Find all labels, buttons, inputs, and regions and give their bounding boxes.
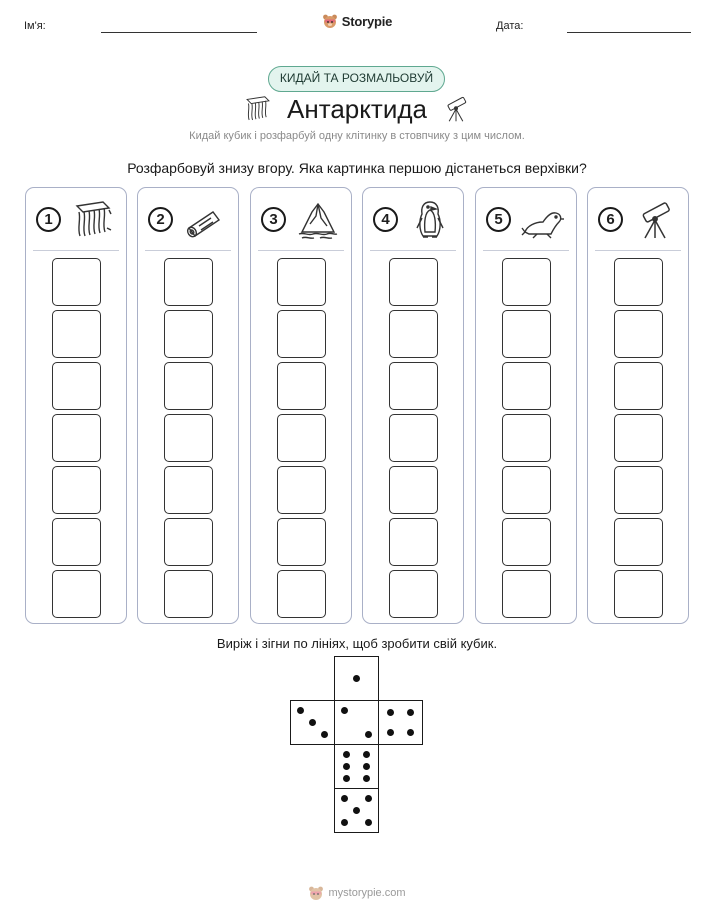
cell[interactable] — [277, 570, 326, 618]
cell[interactable] — [614, 518, 663, 566]
column-1 — [25, 187, 127, 624]
pip — [363, 775, 370, 782]
cell[interactable] — [164, 258, 213, 306]
cell[interactable] — [52, 414, 101, 462]
page-title: Антарктида — [287, 94, 427, 124]
column-3 — [250, 187, 352, 624]
pip — [297, 707, 304, 714]
name-label: Ім'я: — [24, 20, 46, 32]
subtitle: Кидай кубик і розфарбуй одну клітинку в стовпчику з цим числом. — [189, 130, 525, 142]
cell[interactable] — [164, 570, 213, 618]
pip — [341, 795, 348, 802]
cell[interactable] — [614, 570, 663, 618]
title-row — [0, 92, 714, 126]
cell[interactable] — [277, 362, 326, 410]
die-face-1 — [334, 656, 379, 701]
cell[interactable] — [389, 570, 438, 618]
column-number: 6 — [598, 207, 623, 232]
activity-badge: КИДАЙ ТА РОЗМАЛЬОВУЙ — [268, 66, 445, 92]
column-divider — [145, 250, 231, 251]
column-divider — [370, 250, 456, 251]
pip — [353, 807, 360, 814]
column-2 — [137, 187, 239, 624]
pip — [387, 729, 394, 736]
pip — [365, 731, 372, 738]
footer — [0, 885, 714, 906]
race-columns — [25, 187, 689, 624]
telescope-icon — [441, 94, 471, 124]
pip — [343, 763, 350, 770]
cell[interactable] — [389, 466, 438, 514]
cell[interactable] — [389, 414, 438, 462]
cell[interactable] — [164, 362, 213, 410]
cell[interactable] — [502, 466, 551, 514]
pip — [341, 819, 348, 826]
column-number: 3 — [261, 207, 286, 232]
cell[interactable] — [389, 518, 438, 566]
column-6 — [587, 187, 689, 624]
seaweed-icon — [243, 94, 273, 124]
pip — [309, 719, 316, 726]
pip — [363, 763, 370, 770]
iceberg-icon — [296, 198, 340, 242]
column-divider — [258, 250, 344, 251]
column-header — [363, 188, 463, 250]
cell[interactable] — [52, 570, 101, 618]
cell[interactable] — [164, 518, 213, 566]
penguin-icon — [408, 198, 452, 242]
column-number: 2 — [148, 207, 173, 232]
cell[interactable] — [502, 258, 551, 306]
pip — [365, 819, 372, 826]
seaweed-icon — [71, 198, 115, 242]
column-header — [588, 188, 688, 250]
pip — [387, 709, 394, 716]
cell[interactable] — [164, 414, 213, 462]
die-face-3 — [290, 700, 335, 745]
pip — [343, 775, 350, 782]
instruction: Розфарбовуй знизу вгору. Яка картинка першою дістанеться верхівки? — [127, 160, 587, 176]
pip — [321, 731, 328, 738]
column-header — [138, 188, 238, 250]
column-header — [476, 188, 576, 250]
pip — [343, 751, 350, 758]
log-icon — [183, 198, 227, 242]
pip — [353, 675, 360, 682]
cell[interactable] — [389, 258, 438, 306]
column-header — [26, 188, 126, 250]
cell[interactable] — [52, 518, 101, 566]
brand-logo — [0, 13, 714, 34]
cut-instruction: Виріж і зігни по лініях, щоб зробити свій кубик. — [216, 636, 498, 651]
brand-name: Storypie — [341, 13, 393, 29]
die-face-5 — [334, 788, 379, 833]
dice-net — [290, 656, 426, 836]
pip — [341, 707, 348, 714]
column-header — [251, 188, 351, 250]
date-label: Дата: — [496, 20, 524, 32]
pip — [407, 709, 414, 716]
seal-icon — [521, 198, 565, 242]
cell[interactable] — [52, 466, 101, 514]
cell[interactable] — [614, 258, 663, 306]
cell[interactable] — [52, 258, 101, 306]
cell[interactable] — [52, 310, 101, 358]
column-4 — [362, 187, 464, 624]
cell[interactable] — [277, 414, 326, 462]
cell[interactable] — [502, 310, 551, 358]
cell[interactable] — [614, 362, 663, 410]
cell[interactable] — [389, 362, 438, 410]
die-face-6 — [334, 744, 379, 789]
column-number: 1 — [36, 207, 61, 232]
cell[interactable] — [614, 310, 663, 358]
cell[interactable] — [277, 518, 326, 566]
column-5 — [475, 187, 577, 624]
cell[interactable] — [502, 362, 551, 410]
storypie-bear-icon — [322, 13, 338, 29]
column-divider — [483, 250, 569, 251]
cell[interactable] — [502, 518, 551, 566]
cell[interactable] — [277, 466, 326, 514]
die-face-2 — [334, 700, 379, 745]
die-face-4 — [378, 700, 423, 745]
column-number: 4 — [373, 207, 398, 232]
cell[interactable] — [277, 258, 326, 306]
footer-url: mystorypie.com — [328, 887, 406, 899]
storypie-bear-icon — [308, 885, 324, 901]
telescope-icon — [633, 198, 677, 242]
cell[interactable] — [164, 310, 213, 358]
cell[interactable] — [502, 570, 551, 618]
pip — [363, 751, 370, 758]
cell[interactable] — [52, 362, 101, 410]
pip — [365, 795, 372, 802]
cell[interactable] — [502, 414, 551, 462]
cell[interactable] — [389, 310, 438, 358]
cell[interactable] — [277, 310, 326, 358]
column-number: 5 — [486, 207, 511, 232]
column-divider — [595, 250, 681, 251]
cell[interactable] — [614, 414, 663, 462]
cell[interactable] — [614, 466, 663, 514]
pip — [407, 729, 414, 736]
column-divider — [33, 250, 119, 251]
cell[interactable] — [164, 466, 213, 514]
